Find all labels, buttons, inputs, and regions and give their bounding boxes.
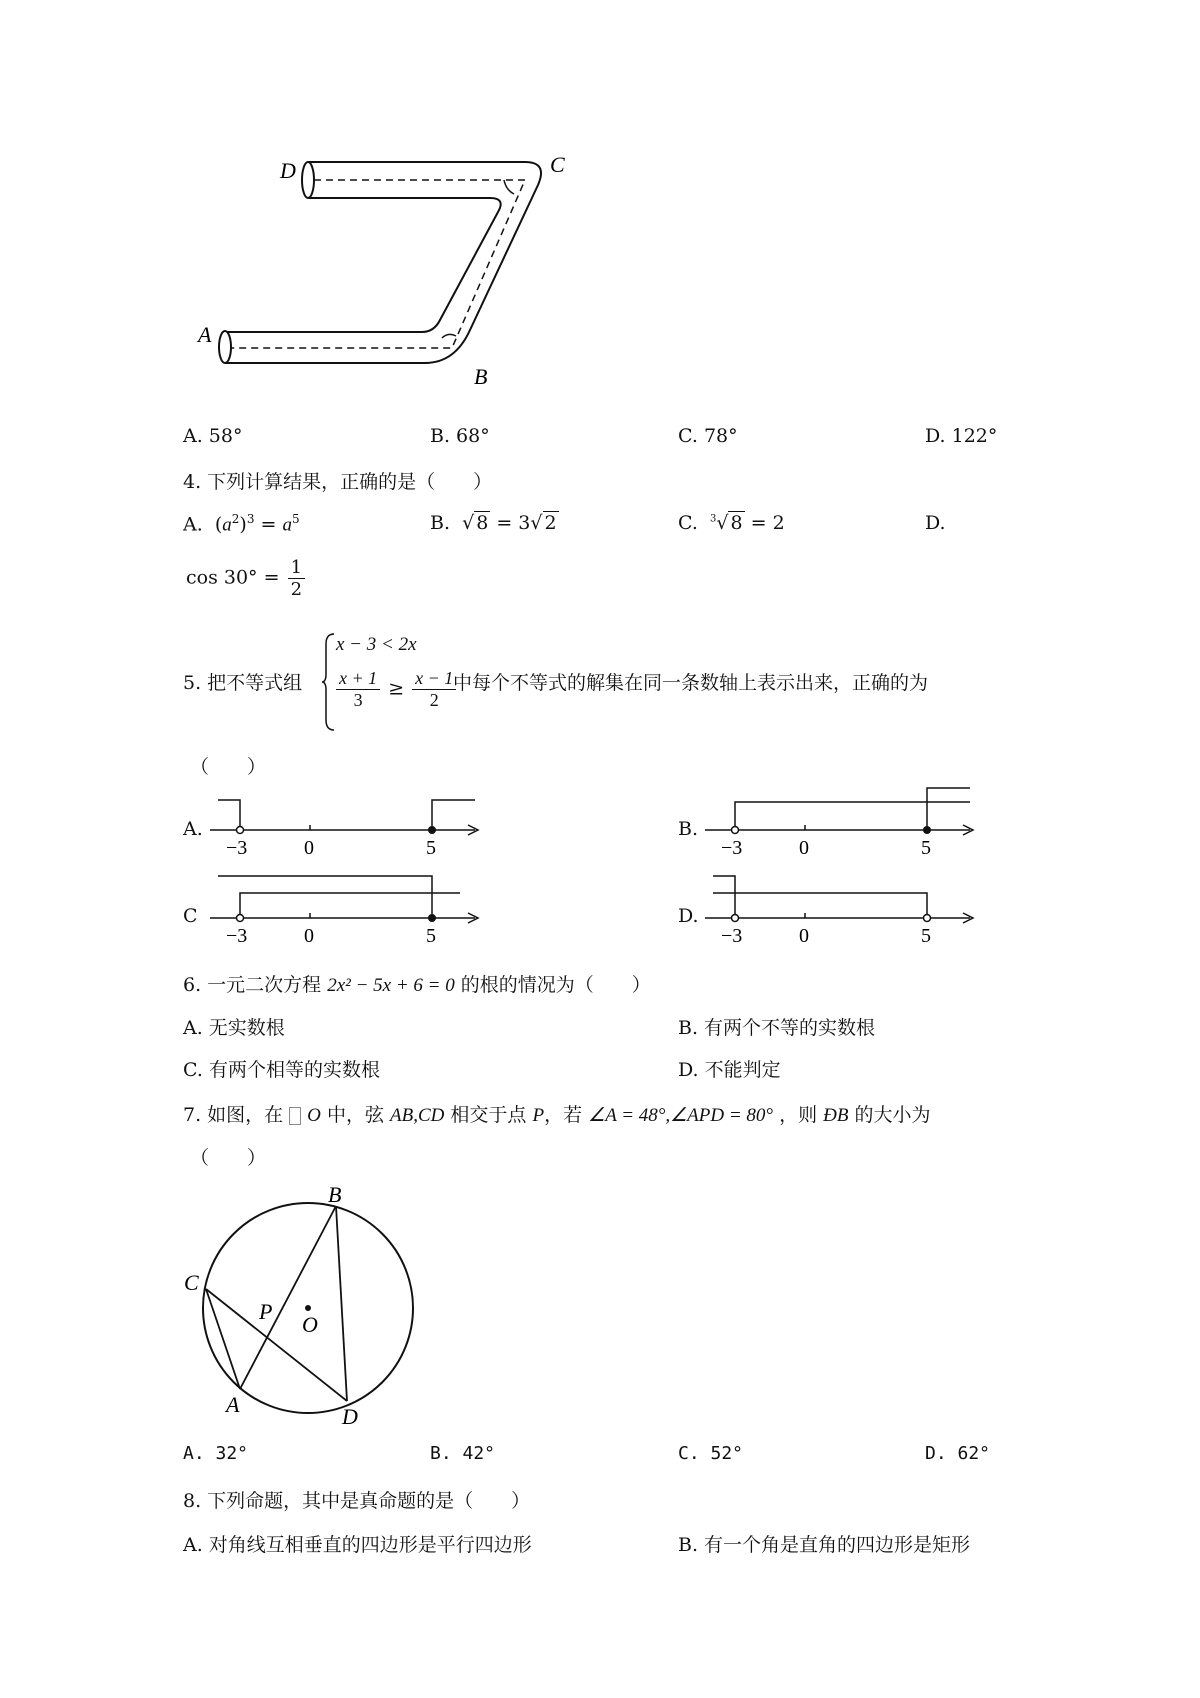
q4-option-d: cos 30° = $\frac{1}{2}$ (186, 557, 307, 600)
q7-option-b: B. 42° (430, 1443, 496, 1464)
q7-option-d: D. 62° (925, 1443, 991, 1464)
q3-option-b: B. 68° (430, 425, 490, 447)
q4-option-d-label: D. (925, 512, 946, 534)
q7-option-a: A. 32° (183, 1443, 249, 1464)
tick-neg3: −3 (721, 837, 743, 859)
q4-option-a: A. $(a^2)^3 = a^5$ (183, 512, 300, 536)
svg-text:P: P (259, 1299, 273, 1324)
pipe-figure (180, 150, 600, 400)
q6-option-a: A. 无实数根 (183, 1017, 285, 1039)
label-C: C (550, 152, 565, 177)
q4-option-c: C. $^3$√ 8 = 2 (678, 512, 785, 534)
tick-0: 0 (799, 837, 809, 859)
svg-text:C: C (184, 1270, 199, 1295)
q6-stem: 6. 一元二次方程 2x² − 5x + 6 = 0 的根的情况为（ ） (183, 974, 651, 996)
q6-option-d: D. 不能判定 (678, 1059, 781, 1081)
q6-option-c: C. 有两个相等的实数根 (183, 1059, 380, 1081)
tick-0: 0 (304, 837, 314, 859)
tick-5: 5 (426, 925, 436, 947)
svg-text:D: D (342, 1404, 358, 1428)
q5-paren: （ ） (190, 756, 267, 778)
q7-option-c: C. 52° (678, 1443, 744, 1464)
q5-option-c-label: C (183, 905, 198, 927)
tick-5: 5 (921, 925, 931, 947)
svg-text:B: B (328, 1182, 342, 1207)
q5-option-a-label: A. (183, 818, 203, 840)
q8-stem: 8. 下列命题，其中是真命题的是（ ） (183, 1490, 531, 1512)
tick-neg3: −3 (226, 925, 248, 947)
q3-option-d: D. 122° (925, 425, 998, 447)
q7-paren: （ ） (190, 1147, 267, 1169)
tick-5: 5 (426, 837, 436, 859)
q7-circle-figure (178, 1178, 438, 1428)
q5-ineq1: x − 3 < 2x (336, 634, 417, 655)
tick-neg3: −3 (721, 925, 743, 947)
q5-option-b-label: B. (678, 818, 699, 840)
q4-option-b: B. √ 8 = 3√ 2 (430, 512, 557, 534)
tick-5: 5 (921, 837, 931, 859)
q5-suffix: 中每个不等式的解集在同一条数轴上表示出来，正确的为 (453, 672, 929, 694)
unknown-glyph-box (289, 1107, 301, 1125)
q5-option-d-label: D. (678, 905, 699, 927)
svg-text:A: A (226, 1392, 240, 1417)
q8-option-b: B. 有一个角是直角的四边形是矩形 (678, 1534, 971, 1556)
q4-stem: 4. 下列计算结果，正确的是（ ） (183, 471, 493, 493)
q5-prefix: 5. 把不等式组 (183, 672, 303, 694)
q5-ineq2: $\frac{x + 1}{3}$ ≥ $\frac{x - 1}{2}$ (334, 668, 458, 711)
q6-option-b: B. 有两个不等的实数根 (678, 1017, 876, 1039)
q5-number-line-a (210, 790, 490, 860)
q5-number-line-b (705, 782, 985, 860)
tick-neg3: −3 (226, 837, 248, 859)
q6-equation: 2x² − 5x + 6 = 0 (327, 975, 455, 996)
q7-stem: 7. 如图，在 O 中，弦 AB,CD 相交于点 P，若 ∠A = 48°,∠APD = 80° ，则 ÐB 的大小为 (183, 1104, 931, 1126)
q3-option-a: A. 58° (183, 425, 243, 447)
q3-option-c: C. 78° (678, 425, 738, 447)
tick-0: 0 (799, 925, 809, 947)
q5-number-line-c (210, 868, 490, 948)
q8-option-a: A. 对角线互相垂直的四边形是平行四边形 (183, 1534, 532, 1556)
svg-text:O: O (302, 1312, 318, 1337)
label-D: D (280, 158, 296, 183)
label-B: B (474, 364, 488, 389)
q5-number-line-d (705, 868, 985, 948)
label-A: A (198, 322, 212, 347)
tick-0: 0 (304, 925, 314, 947)
